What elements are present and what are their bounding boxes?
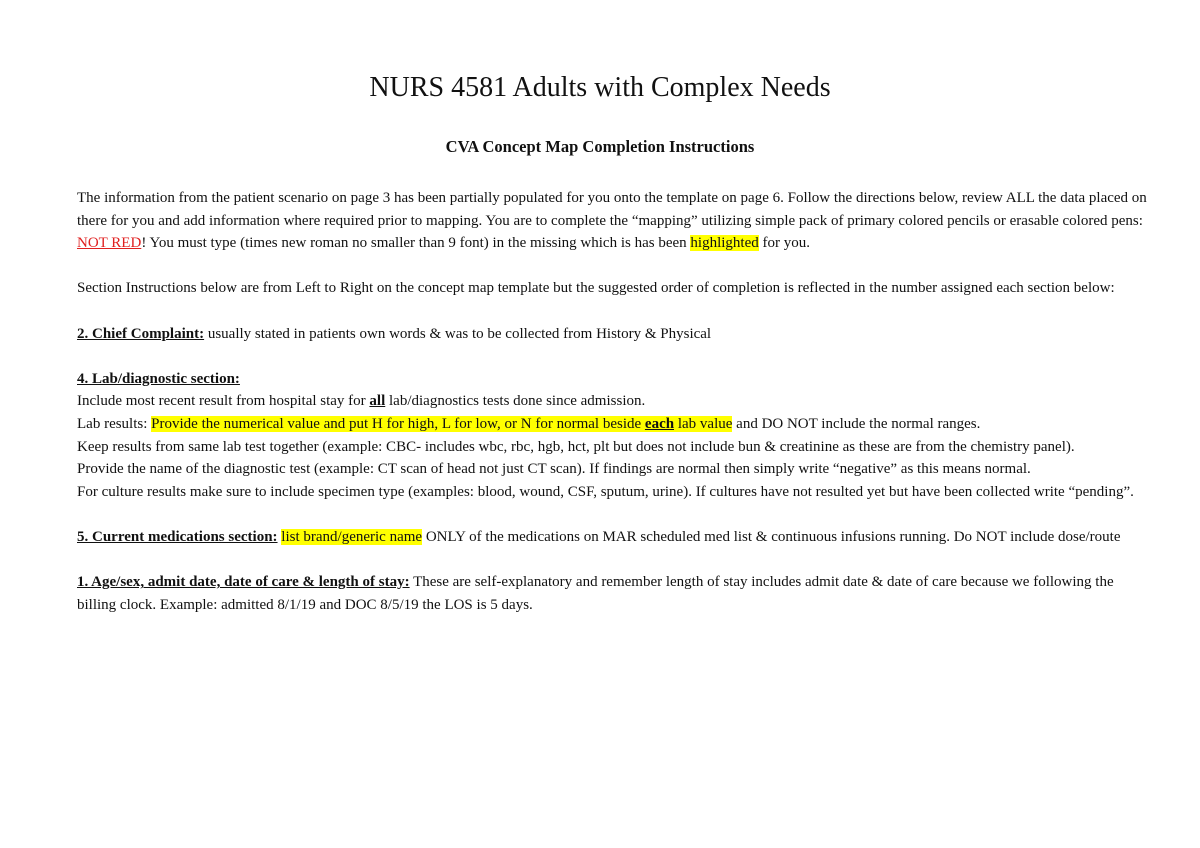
lab-line-2-a: Lab results: bbox=[77, 415, 152, 432]
lab-line-1-a: Include most recent result from hospital stay for bbox=[77, 393, 370, 410]
medications-text: ONLY of the medications on MAR scheduled med list & continuous infusions running. Do NOT include dose/route bbox=[422, 528, 1121, 545]
age-paragraph bbox=[77, 571, 1147, 616]
lab-highlight-2: lab value bbox=[674, 415, 733, 432]
age-text: These are self-explanatory and remember length of stay includes admit date & date of care because we following the billing clock. Example: admitted 8/1/19 and DOC 8/5/19 the LOS is 5 days. bbox=[77, 574, 1114, 613]
lab-all-emphasis: all bbox=[369, 393, 386, 410]
age-heading: 1. Age/sex, admit date, date of care & length of stay: bbox=[77, 574, 410, 591]
section-intro-paragraph: Section Instructions below are from Left to Right on the concept map template but the suggested order of completion is reflected in the number assigned each section below: bbox=[77, 280, 1115, 297]
chief-complaint-heading: 2. Chief Complaint: bbox=[77, 325, 205, 342]
lab-line-5: For culture results make sure to include specimen type (examples: blood, wound, CSF, sputum, urine). If cultures have not resulted yet but have been collected write “pending”. bbox=[77, 483, 1134, 500]
lab-line-1-b: lab/diagnostics tests done since admission. bbox=[385, 393, 646, 410]
lab-each-emphasis: each bbox=[644, 415, 675, 432]
spacer bbox=[77, 549, 1147, 572]
highlighted-word: highlighted bbox=[690, 235, 759, 252]
page-title: NURS 4581 Adults with Complex Needs bbox=[369, 72, 831, 103]
lab-section-heading: 4. Lab/diagnostic section: bbox=[77, 370, 240, 387]
page-subtitle: CVA Concept Map Completion Instructions bbox=[445, 137, 755, 156]
lab-highlight-1: Provide the numerical value and put H for high, L for low, or N for normal beside bbox=[151, 415, 645, 432]
medications-heading: 5. Current medications section: bbox=[77, 528, 278, 545]
document-body bbox=[77, 187, 1147, 616]
medications-paragraph bbox=[77, 526, 1147, 549]
lab-line-1 bbox=[77, 390, 1147, 413]
spacer bbox=[77, 300, 1147, 323]
lab-line-2 bbox=[77, 413, 1147, 436]
lab-line-3: Keep results from same lab test together (example: CBC- includes wbc, rbc, hgb, hct, plt but does not include bun & creatinine as these are from the chemistry panel). bbox=[77, 438, 1075, 455]
lab-line-4: Provide the name of the diagnostic test (example: CT scan of head not just CT scan). If findings are normal then simply write “negative” as this means normal. bbox=[77, 461, 1031, 478]
spacer bbox=[77, 255, 1147, 278]
spacer bbox=[77, 345, 1147, 368]
medications-highlight: list brand/generic name bbox=[281, 528, 423, 545]
intro-text-2: ! You must type (times new roman no smaller than 9 font) in the missing which is has been bbox=[141, 235, 691, 252]
chief-complaint-paragraph bbox=[77, 323, 1147, 346]
chief-complaint-text: usually stated in patients own words & was to be collected from History & Physical bbox=[204, 325, 712, 342]
not-red-warning: NOT RED bbox=[77, 235, 142, 252]
spacer bbox=[77, 503, 1147, 526]
intro-paragraph bbox=[77, 187, 1147, 255]
intro-text-3: for you. bbox=[758, 235, 810, 252]
lab-line-2-b: and DO NOT include the normal ranges. bbox=[732, 415, 981, 432]
intro-text-1: The information from the patient scenario on page 3 has been partially populated for you onto the template on page 6. Follow the directions below, review ALL the data placed on there for you and add information where required prior to mapping. You are to complete the “mapping” utilizing simple pack of primary colored pencils or erasable colored pens: bbox=[77, 190, 1147, 229]
